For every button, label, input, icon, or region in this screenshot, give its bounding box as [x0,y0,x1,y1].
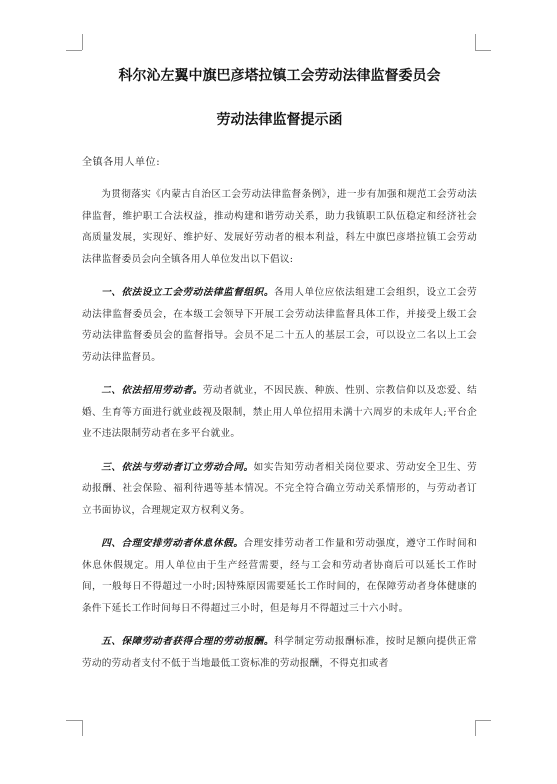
document-body [82,60,477,674]
section-heading: 五、保障劳动者获得合理的劳动报酬。 [101,636,274,647]
section-paragraph [82,380,477,445]
crop-mark [66,720,82,721]
section-heading: 三、依法与劳动者订立劳动合同。 [101,461,254,473]
section-body: 如实告知劳动者相关岗位要求、劳动安全卫生、劳动报酬、社会保险、福利待遇等基本情况。不完全符合确立劳动关系情形的，与劳动者订立书面协议，合理规定双方权利义务。 [82,461,477,516]
crop-mark [82,720,83,736]
crop-mark [475,34,476,50]
crop-mark [475,720,491,721]
section-body: 合理安排劳动者工作量和劳动强度，遵守工作时间和休息休假规定。用人单位由于生产经营需要，经与工会和劳动者协商后可以延长工作时间，一般每日不得超过一小时;因特殊原因需要延长工作时间的，在保障劳动者身体健康的条件下延长工作时间每日不得超过三小时，但是每月不得超过三十六小时。 [82,538,478,614]
salutation: 全镇各用人单位: [82,157,161,168]
section-body: 科学制定劳动报酬标准，按时足额向提供正常劳动的劳动者支付不低于当地最低工资标准的劳动报酬，不得克扣或者 [82,636,477,669]
crop-mark [475,720,476,736]
section-heading: 二、依法招用劳动者。 [101,385,203,396]
section-paragraph [82,631,477,674]
section-heading: 四、合理安排劳动者休息休假。 [101,538,244,549]
section-heading: 一、依法设立工会劳动法律监督组织。 [101,287,274,298]
crop-mark [475,50,491,51]
section-paragraph [82,282,477,368]
section-body: 各用人单位应依法组建工会组织，设立工会劳动法律监督委员会，在本级工会领导下开展工会劳动法律监督具体工作，并接受上级工会劳动法律监督委员会的监督指导。会员不足二十五人的基层工会，可以设立二名以上工会劳动法律监督员。 [82,287,477,363]
crop-mark [66,50,82,51]
section-paragraph [82,533,477,619]
crop-mark [82,34,83,50]
section-body: 劳动者就业，不因民族、种族、性别、宗教信仰以及恋爱、结婚、生育等方面进行就业歧视及限制，禁止用人单位招用未满十六周岁的未成年人;平台企业不违法限制劳动者在多平台就业。 [82,385,478,439]
document-title: 科尔沁左翼中旗巴彦塔拉镇工会劳动法律监督委员会 [118,68,441,84]
section-paragraph [82,457,477,522]
document-subtitle: 劳动法律监督提示函 [216,112,343,128]
intro-paragraph: 为贯彻落实《内蒙古自治区工会劳动法律监督条例》，进一步有加强和规范工会劳动法律监督，维护职工合法权益，推动构建和谐劳动关系，助力我镇职工队伍稳定和经济社会高质量发展，实现好、维护好、发展好劳动者的根本利益，科左中旗巴彦塔拉镇工会劳动法律监督委员会向全镇各用人单位发出以下倡议: [82,189,477,265]
